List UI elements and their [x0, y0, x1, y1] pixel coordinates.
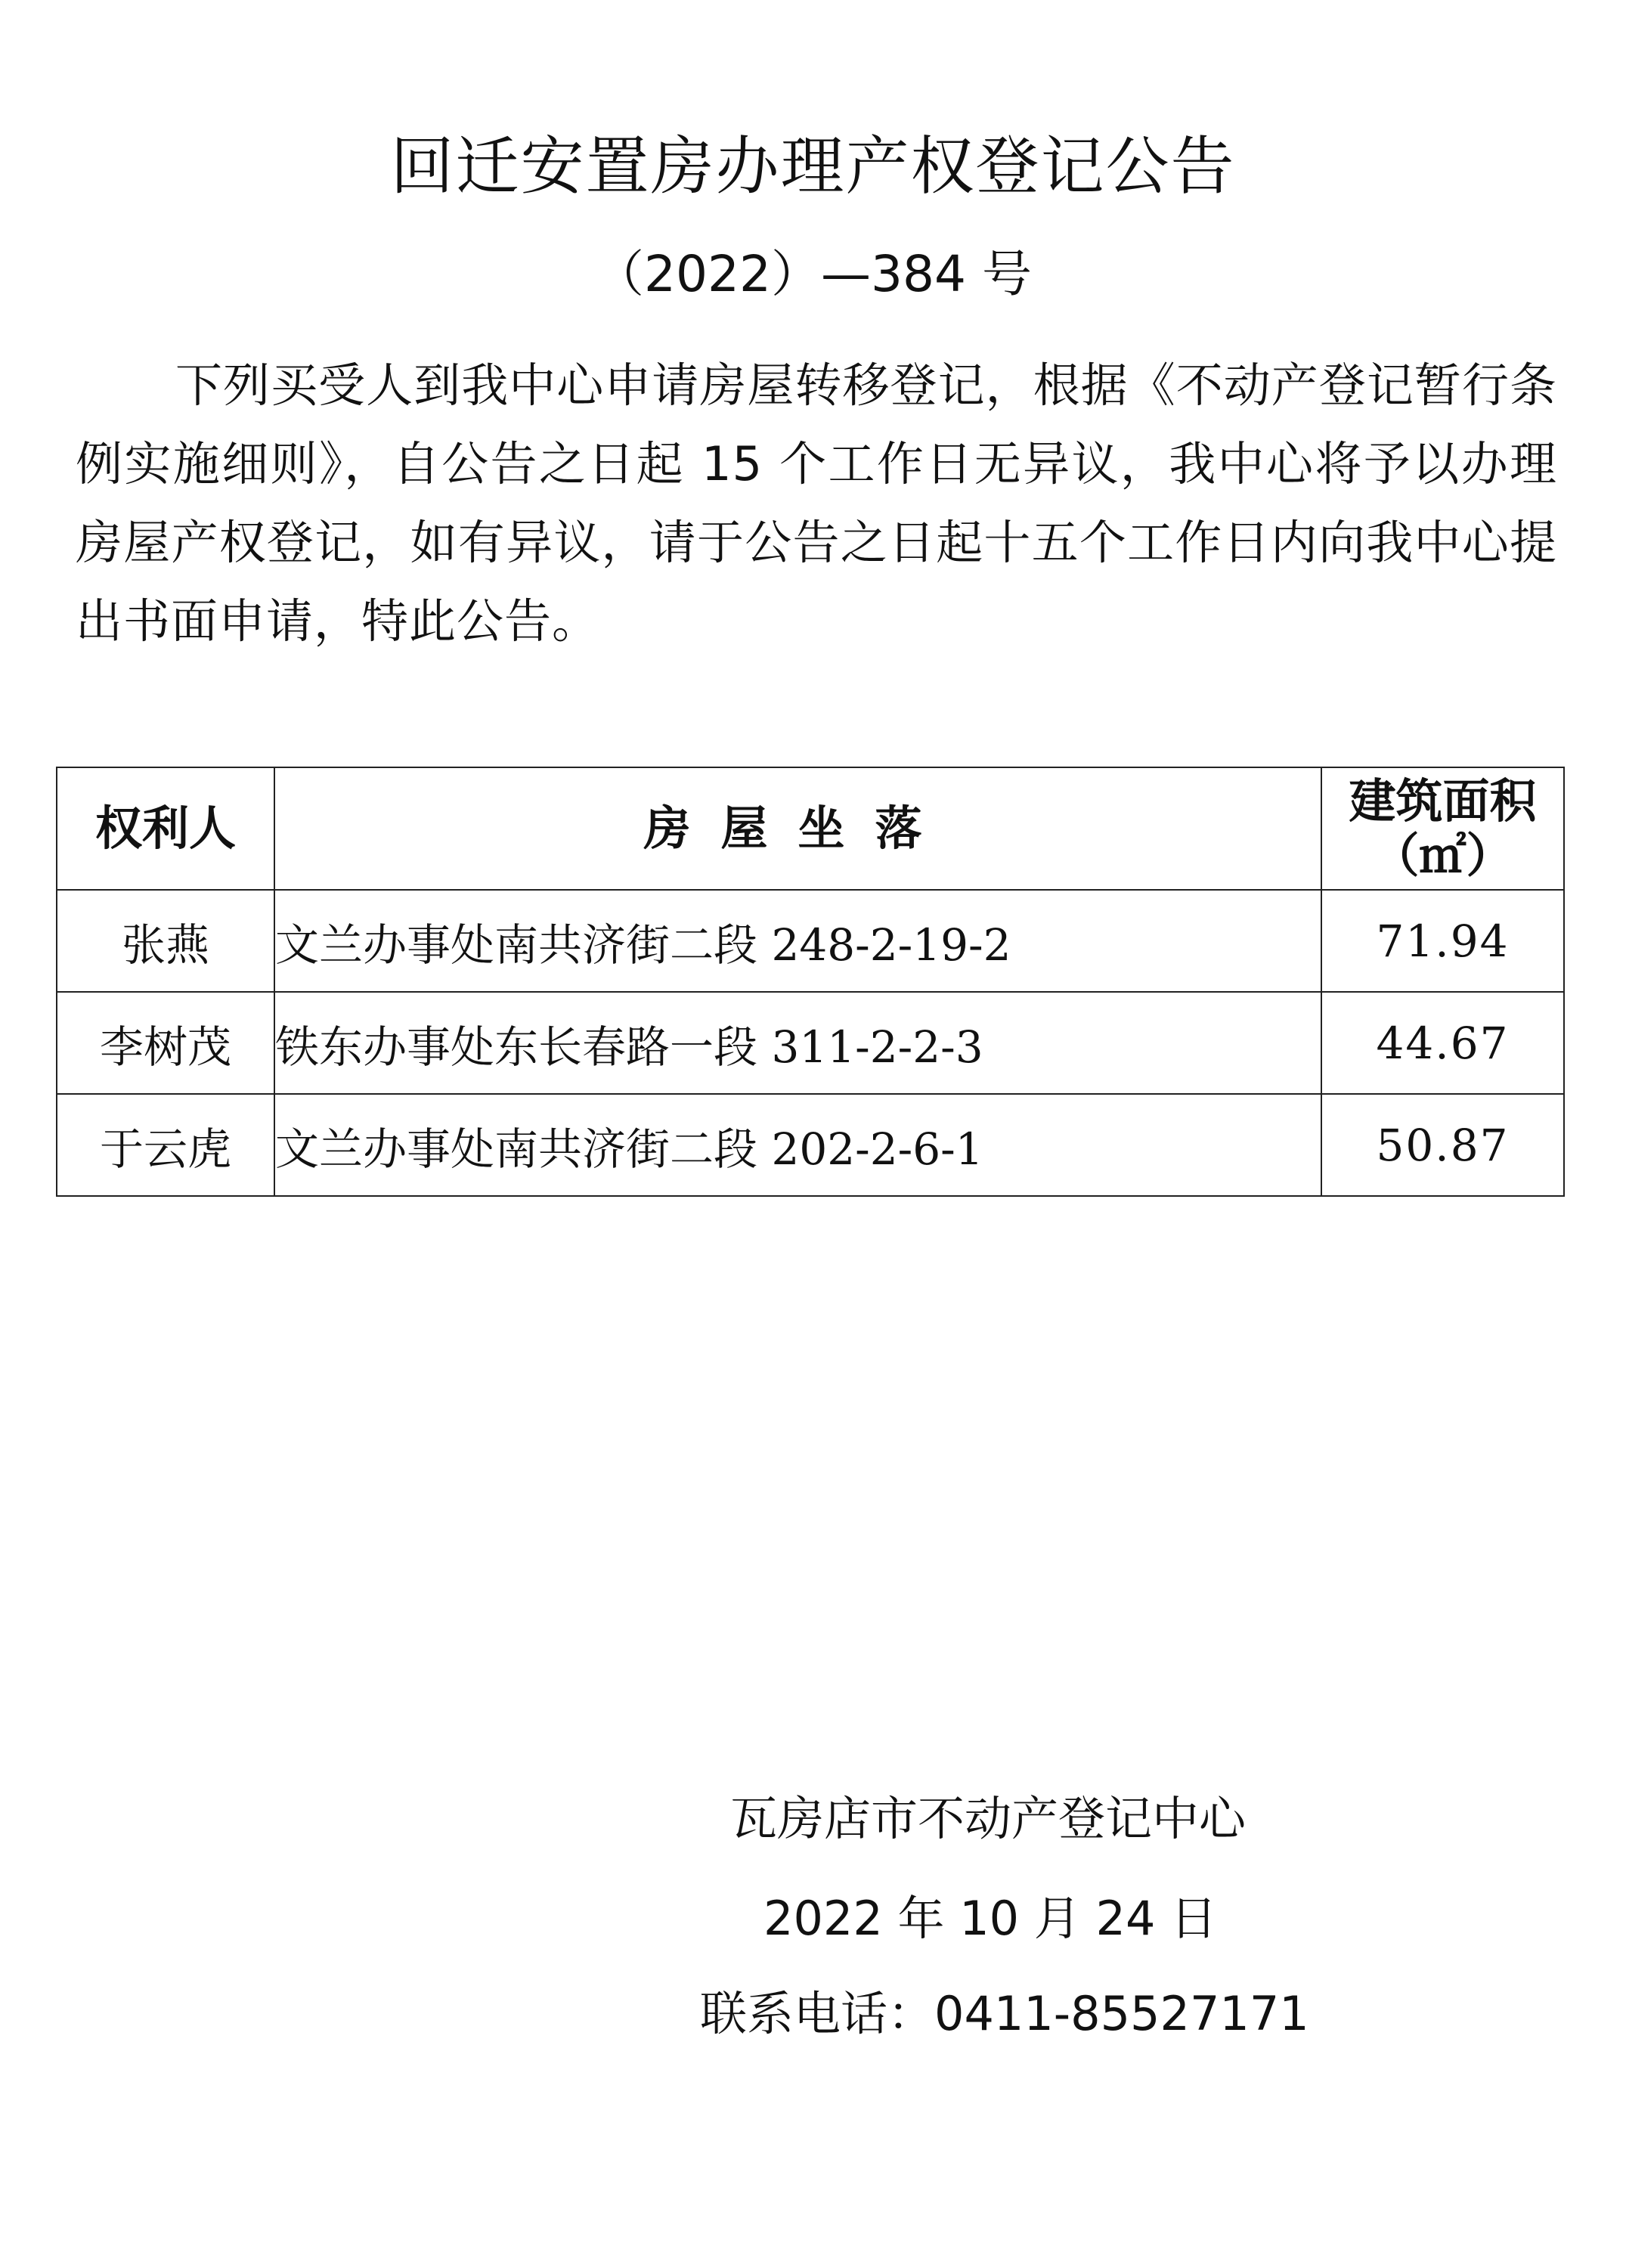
registration-table — [56, 767, 1565, 1197]
contact-phone: 联系电话：0411-85527171 — [700, 1986, 1309, 2041]
issuing-organization: 瓦房店市不动产登记中心 — [730, 1791, 1247, 1846]
issue-date: 2022 年 10 月 24 日 — [763, 1891, 1218, 1946]
owner-cell: 于云虎 — [57, 1094, 274, 1196]
header-location: 房屋坐落 — [274, 767, 1321, 890]
table-row — [57, 890, 1564, 992]
address-cell: 文兰办事处南共济街二段 248-2-19-2 — [274, 890, 1321, 992]
header-area-label: 建筑面积 — [1349, 773, 1537, 829]
area-cell: 44.67 — [1321, 992, 1564, 1094]
header-owner: 权利人 — [57, 767, 274, 890]
header-area-unit: （㎡） — [1372, 828, 1513, 883]
address-cell: 铁东办事处东长春路一段 311-2-2-3 — [274, 992, 1321, 1094]
notice-body: 下列买受人到我中心申请房屋转移登记，根据《不动产登记暂行条例实施细则》，自公告之日起 15 个工作日无异议，我中心将予以办理房屋产权登记，如有异议，请于公告之日起十五个工作日内向我中心提出书面申请，特此公告。 — [76, 358, 1557, 649]
table-row — [57, 992, 1564, 1094]
header-area — [1321, 767, 1564, 890]
table-row — [57, 1094, 1564, 1196]
owner-cell: 李树茂 — [57, 992, 274, 1094]
notice-number: （2022）—384 号 — [594, 245, 1032, 303]
address-cell: 文兰办事处南共济街二段 202-2-6-1 — [274, 1094, 1321, 1196]
owner-cell: 张燕 — [57, 890, 274, 992]
table-header-row — [57, 767, 1564, 890]
notice-title: 回迁安置房办理产权登记公告 — [390, 129, 1236, 203]
area-cell: 71.94 — [1321, 890, 1564, 992]
area-cell: 50.87 — [1321, 1094, 1564, 1196]
